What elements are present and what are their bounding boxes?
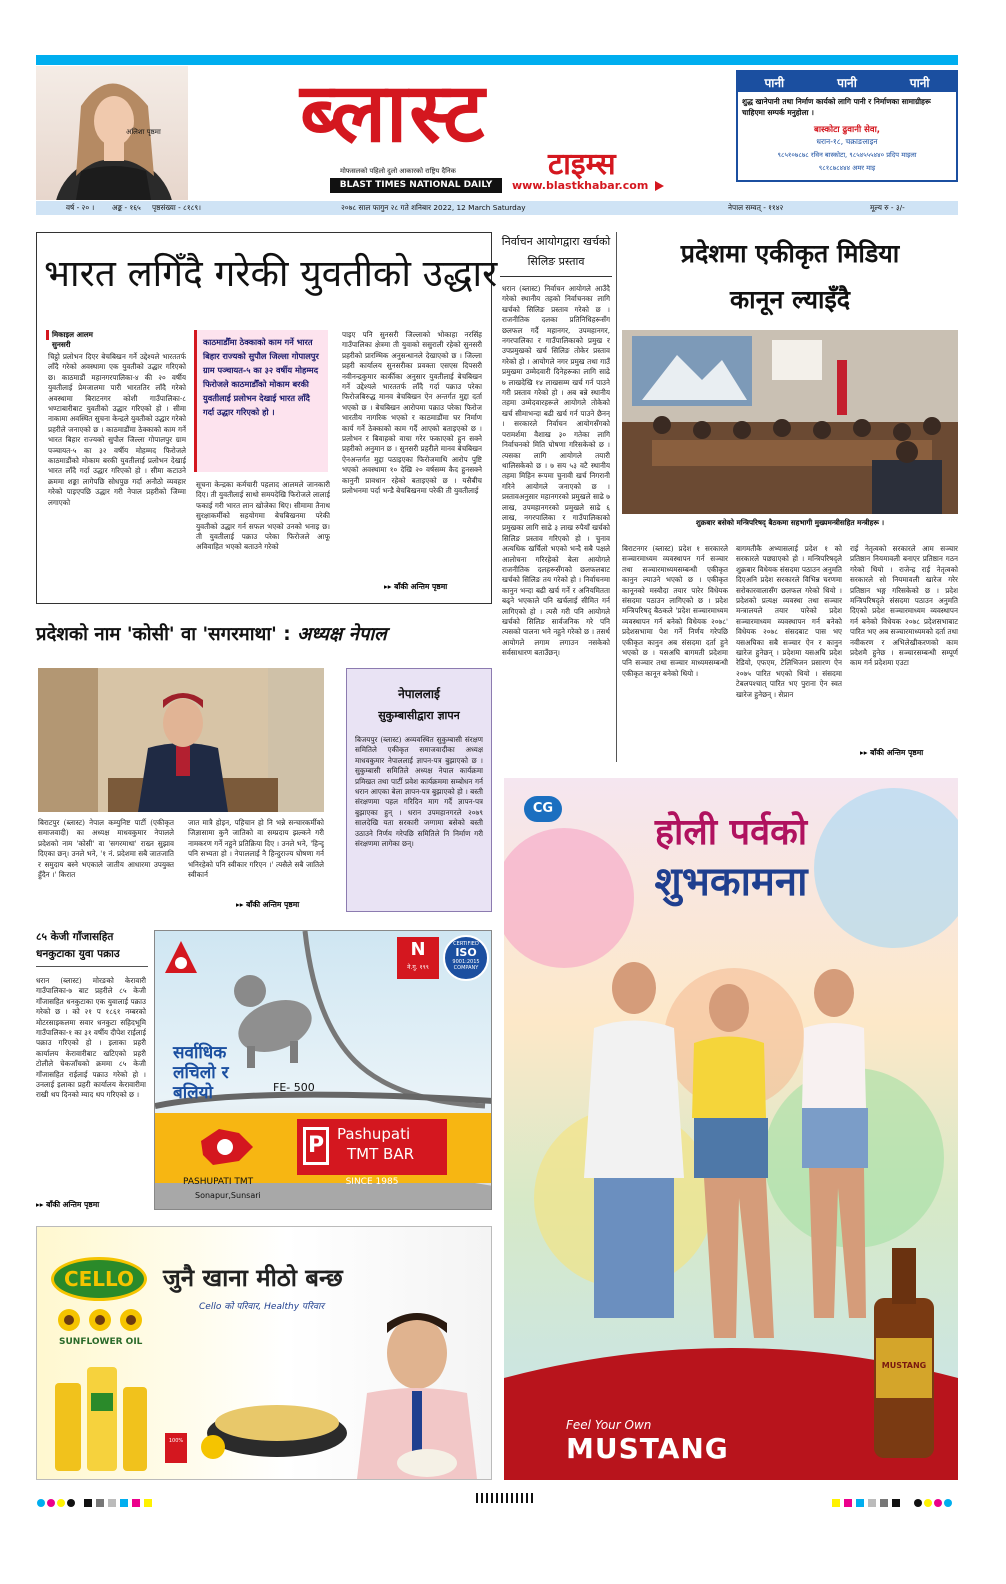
story3-col2: बागमतीकै अभ्यासलाई प्रदेश १ को सरकारले पछ्याएको हो । मन्त्रिपरिषद्ले शुक्रबार विधेयक संसदमा पठाउन अनुमति दिएअनि प्रदेश सरकारले विभिन्न चरणमा सरोकारवालासँग छलफल गरेको थियो । प्रदेशको प्रत्यक्ष व्यवस्था तथा सञ्चार मन्त्रालयले तयार पारेको प्रदेश सञ्चारमाध्यम व्यवस्थापन गर्न बनेको विधेयक २०७८ संसदबाट पास भए यसअघिका सबै सञ्चार ऐन र कानुन खारेज हुनेछन् । प्रदेशमा यसअघि प्रदेश रेडियो, एफएम, टेलिभिजन प्रसारण ऐन २०७५ पारित भएको थियो । संसदमा टेबलपश्चात् पारित भए पुराना ऐन स्वत खारेज हुनेछन् । सेप्रान [736,544,842,699]
story3-headline-2: कानून ल्याइँदै [729,285,851,314]
story1-pullquote-box [194,330,328,472]
water-ad-line1: शुद्ध खानेपानी तथा निर्माण कार्यको लागि पानी र निर्माणका सामाग्रीहरू चाहिएमा सम्पर्क मनुहोला । [742,97,931,117]
tmt-map-logo [199,1121,255,1173]
iso-badge [443,935,489,981]
ns-badge [397,937,439,979]
story1-col3: पाइए पनि सुनसरी जिल्लाको भोकाहा नरसिंह गाउँपालिका क्षेत्रमा ती युवाको ससुराली रहेको सुनसरी प्रहरीको प्रारम्भिक अनुसन्धानले देखाएको छ । जिल्ला प्रहरी कार्यालय सुनसरीका प्रवक्ता एसएस दिपसरी नवीनन्द्रकुमार कार्कीका अनुसार युवतीलाई बेचबिखन गर्ने उद्देश्यले भारततर्फ लाँदै गर्दा पक्राउ परेका फिरोजबिरुद्ध मानव बेचबिखन ऐन अन्तर्गत मुद्दा दर्ता भएको छ । बेचबिखन आरोपमा पक्राउ परेका फिरोज भारतीय नागरिक भएको र काठमाडौंमा घर निर्माण कार्य गर्ने ठेक्काको काम गर्दै आएको बताइएको छ । प्रलोभन र बिवाहको वाचा गरेर फकाएको हुन सक्ने प्रहरीको अनुमान छ । सुनसरी प्रहरीले मानव बेचबिखन ऐनअन्तर्गत मुद्दा पठाइएका फिरोजमाथि आरोप पुष्टि भएको अवस्थामा १० देखि २० वर्षसम्म कैद हुनसक्ने कानुनी प्रावधान रहेको बताइएको छ । यसैबीच प्रलोभनमा पर्दा भन्डै बेचबिखनमा परेकी ती युवतीलाई [342,330,482,496]
registration-marks-icon [830,1498,958,1508]
story4-headline-em: अध्यक्ष नेपाल [297,624,387,645]
registration-marks-icon [36,1498,176,1508]
dateline-price: मूल्य रु - ३/- [870,203,905,212]
story3-continued[interactable] [860,748,923,758]
meeting-photo-illustration [622,330,958,514]
iso-label: ISO [455,946,477,959]
nepal-map-icon [199,1121,255,1173]
double-chevron-icon: ▸▸ [36,1200,47,1209]
cello-logo [51,1257,147,1301]
story5-headline-2: सुकुम्बासीद्वारा ज्ञापन [378,709,460,722]
oil-bottles-illustration [51,1353,151,1475]
story1-pullquote: काठमाडौँमा ठेक्काको काम गर्ने भारत बिहार राज्यको सुपौल जिल्ला गोपालपुर ग्राम पञ्चायत-५ का ३२ वर्षीय मोहम्मद फिरोजले काठमाडौँको मोकाम बरकी युवतीलाई प्रलोभन देखाई भारत लाँदै गर्दा उद्धार गरिएको हो । [203,337,319,417]
story6-more-text: बाँकी अन्तिम पृष्ठमा [46,1200,100,1209]
website-text: www.blastkhabar.com [512,179,649,192]
logo-text: ब्लास्ट [300,66,487,161]
tmt-brand-line2: TMT BAR [347,1145,415,1163]
dateline-date: २०७८ साल फागुन २८ गते शनिबार 2022, 12 March Saturday [341,203,526,212]
water-ad-phone1: ९८५१०७८७८ रविन बास्कोटा, ९८५४५५५४४० प्रदिप माइला [777,151,917,159]
water-ad-header [738,72,956,92]
printer-marks-right [830,1493,958,1503]
holi-ad [504,778,958,1480]
tmt-company: PASHUPATI TMT [183,1177,254,1187]
dateline-issue: अङ्क - १६५ [112,203,141,212]
story4-col1: बिराटपुर (ब्लास्ट) नेपाल कम्युनिष्ट पार्टी (एकीकृत समाजवादी) का अध्यक्ष माधवकुमार नेपालले प्रदेशको नाम 'कोसी' वा 'सगरमाथा' राख्न सुझाव दिएका छन्। उनले भने, '१ नं. प्रदेशमा सबै जातजाति र समुदाय बस्ने भएकाले जातीय आधारमा उपयुक्त हुँदैन ।' किरात [38,818,174,880]
cello-recycle-icon [201,1435,225,1459]
story1-continued[interactable] [384,582,447,592]
story2-headline: निर्वाचन आयोगद्वारा खर्चको सिलिङ प्रस्ताव [500,232,612,277]
holi-tag1: Feel Your Own [566,1418,652,1432]
story3-headline-1: प्रदेशमा एकीकृत मिडिया [680,239,900,268]
printer-marks-center [476,1493,536,1503]
story5-box [346,668,492,912]
ns-mark-icon: N [410,939,426,960]
cello-headline: जुनै खाना मीठो बन्छ [163,1264,343,1292]
english-name: BLAST TIMES NATIONAL DAILY [339,180,493,190]
story2-body: धरान (ब्लास्ट) निर्वाचन आयोगले आउँदै गरेको स्थानीय तहको निर्वाचनका लागि खर्चको सिलिङ प्रस्ताव गरेको छ । राजनीतिक दलका प्रतिनिधिहरूसँग छलफल गर्दै महानगर, उपमहानगर, नगरपालिका र गाउँपालिकाको प्रमुख र उपप्रमुखको खर्च सिलिङ तोकेर प्रस्ताव गरेको हो । आयोगले नगर प्रमुख तथा गाउँ प्रमुखमा उम्मेदवारी दिनेहरूका लागि साढे ७ लाखदेखि १४ लाखसम्म खर्च गर्न पाउने गरी प्रस्ताव गरेको हो । अब बन्ने स्थानीय तहमा उम्मेदवारहरूले आयोगले तोकेको खर्च सीमाभन्दा बढी खर्च गर्न पाउने छैनन् । सरकारले निर्वाचन आयोगसँगको परामर्शमा वैशाख ३० गतेका लागि निर्वाचनको मिति घोषणा गरिसकेको छ । त्यसका लागि आयोगले तयारी थालिसकेको छ । ७ सय ५३ वटै स्थानीय तहमा मिहिन रूपमा चुनावी खर्च निगरानी गरिने आयोगले जनाएको छ । प्रस्तावअनुसार महानगरको प्रमुखले साढे ७ लाख, उपमहानगरको प्रमुखले साढे ६ लाख, नगरपालिका र गाउँपालिकाको प्रमुखका लागि साढे ३ लाख रुपैयाँ खर्चको सिलिङ प्रस्ताव गरिएको हो । चुनाव अत्यधिक खर्चिलो भएको भन्दै सबै पक्षले आलोचना गरिरहेको बेला आयोगले राजनीतिक दलहरूसँगको छलफलबाट खर्चको सिलिङ तय गरेको हो । निर्वाचनमा कानुन भन्दा बढी खर्च गर्ने र अनियमितता बढ्ने भएकाले पनि खर्चलाई सीमित गर्न लागिएको हो । त्यसै गरी पनि आयोगले खर्चको सिलिङ सार्वजनिक गरे पनि त्यसको पालना भने नहुने गरेको छ । तसर्थ आयोगले लगाम लगाउन नसकेको सर्वसाधारण बताउँछन्। [502,284,610,658]
water-word-2: पानी [837,75,857,90]
double-chevron-icon: ▸▸ [860,748,871,757]
story4-more-text: बाँकी अन्तिम पृष्ठमा [246,900,300,909]
dateline-nepal-samvat: नेपाल सम्वत् - ११४२ [728,203,784,212]
story6-headline-2: धनकुटाका युवा पक्राउ [36,948,120,960]
story6-continued[interactable] [36,1200,99,1210]
story6-body: धरान (ब्लास्ट) मोरङको केरावारी गाउँपालिका-७ बाट प्रहरीले ८५ केजी गाँजासहित धनकुटाका एक युवालाई पक्राउ गरेको छ । को २१ प १८६१ नम्बरको मोटरसाइकलमा सवार धनकुटा सहिदभूमि गाउँपालिका-१ का ३१ वर्षीय दीपेश राईलाई पक्राउ गरिएको हो । इलाका प्रहरी कार्यालय केरावारीबाट खटिएको प्रहरी टोलीले चेकजाँचको क्रममा ८५ केजी गाँजासहित राईलाई पक्राउ गरेको हो । उनलाई इलाका प्रहरी कार्यालय केरावारीमा राखी थप दिनको म्याद थप गरिएको छ । [36,976,146,1100]
holi-line2: शुभकामना [654,859,808,905]
story3-more-text: बाँकी अन्तिम पृष्ठमा [870,748,924,757]
byline-name: मिकाइल आलम [46,330,136,340]
cello-badge-text: 100% [168,1438,184,1444]
printer-marks-left [36,1493,176,1503]
iso-sub: 9001:2015 [452,959,480,965]
story1-byline [46,330,136,350]
story1-col1: चिट्ठो प्रलोभन दिएर बेचबिखन गर्ने उद्देश्यले भारततर्फ लाँदै गरेको अवस्थामा एक युवतीको उद्धार गरिएको छ। काठमाडौं महानगरपालिका-४ की २० वर्षीय युवतीलाई प्रेमजालमा पारी भारततिर लाँदै गरेको अवस्थामा बिराटनगर कोशी गाउँपालिका-८ भण्टाबारीबाट युवतीको उद्धार गरिएको हो । सीमा नाकामा अवस्थित सुचना केन्द्रले युवतीको उद्धार गरेको प्रहरीले जनाएको छ । काठमाडौंमा ठेक्काको काम गर्ने भारत बिहार राज्यको सुपौल जिल्ला गोपालपुर ग्राम पञ्चायत-५ का ३२ वर्षीय मोहम्मद फिरोजले काठमाडौंको मोकाम बरकी युवतीलाई प्रलोभन देखाई भारत लाँदै गर्दा उद्धार गरिएको हो । सीमा कटाउने क्रममा शङ्का लागेपछि सोधपुछ गर्दा अनौठो व्यवहार गरेको पाइएपछि उद्धार गरी नेपाल प्रहरीको जिम्मा लगाएको [48,352,186,507]
cello-logo-text: CELLO [63,1267,135,1291]
double-chevron-icon: ▸▸ [236,900,247,909]
cello-sub: Cello को परिवार, Healthy परिवार [199,1302,325,1312]
story1-col2-bottom: सूचना केन्द्रका कर्मचारी पहलाद आलमले जानकारी दिए। ती युवतीलाई साथो समयदेखि फिरोजले लालाई फकाई गरी भारत लान खोजेका थिए। सीमामा तैनाथ सुरक्षाकर्मीको सहयोगमा बेचबिखनमा परेकी युवतीको उद्धार गर्न सफल भएको उनको भनाइ छ। ती युवतीलाई पक्राउ परेका फिरोजले आफू अविवाहित भएको बताउने गरेको [196,480,330,552]
tmt-since: SINCE 1985 [345,1177,399,1187]
water-ad [736,70,958,182]
double-chevron-icon: ▸▸ [384,582,395,591]
photo-caption: अलिशा पृष्ठमा [126,128,161,136]
story1-more-text: बाँकी अन्तिम पृष्ठमा [394,582,448,591]
english-name-bar [330,178,502,193]
water-ad-address: धरान-१८, चक्राङलाइन [816,137,878,146]
tmt-logo-mark [161,937,201,977]
tmt-slogan [173,1043,229,1103]
story4-headline [36,620,492,650]
tmt-model: FE- 500 [273,1081,315,1094]
water-word-1: पानी [764,75,785,90]
tmt-brand-line1: Pashupati [337,1125,411,1143]
water-word-3: पानी [909,75,930,90]
logo-tagline: मोफसलको पहिलो दुलो आकारको राष्ट्रिय दैनिक [340,167,456,175]
holi-tag2: MUSTANG [566,1432,729,1465]
story2-rule [616,232,617,762]
sunflower-icon [55,1307,145,1333]
story5-headline-1: नेपाललाई [398,687,440,701]
bottle-label: MUSTANG [881,1361,927,1370]
story3-col1: बिराटनगर (ब्लास्ट) प्रदेश १ सरकारले सञ्चारमाध्यम व्यवस्थापन गर्न सञ्चार तथा सञ्चारमाध्यमसम्बन्धी एकीकृत कानुन ल्याउने भएको छ । एकीकृत कानूनको मस्यौदा तयार पारेर विधेयक संसदमा पठाउन लागिएको छ । प्रदेश मन्त्रिपरिषद् बैठकले 'प्रदेश सञ्चारमाध्यम व्यवस्थापन गर्न बनेको विधेयक २०७८' प्रदेशसभामा पेश गर्ने निर्णय गरेपछि एकीकृत कानुन अब संसदमा दर्ता हुने भएको छ । यसअघि बागमती प्रदेशमा पनि सञ्चार तथा सञ्चार माध्यमसम्बन्धी एकीकृत कानून बनेको थियो । [622,544,728,678]
pashupati-logo-icon [161,937,201,977]
story3-photo [622,330,958,514]
boy-noodles-illustration [197,1313,487,1479]
story5-body: बिजयपुर (ब्लास्ट) अव्यवस्थित सुकुम्बासी संरक्षण समितिले एकीकृत समाजवादीका अध्यक्ष माधवकुमार नेपाललाई ज्ञापन-पत्र बुझाएको छ । सुकुम्बासी समितिले अध्यक्ष नेपाल कार्यक्रमा प्रमिखत तथा पार्टी प्रवेश कार्यक्रममा सम्बोधन गर्न धरान आएका बेला ज्ञापन-पत्र बुझाएको हो । बस्ती संरक्षणमा पहल गरिदिन माग गर्दै ज्ञापन-पत्र बुझाएका हुन् । धरान उपमहानगरले २०७९ सालदेखि यता सरकारी जग्गामा बसेको बस्ती उठाउने निर्णय गरेपछि समितिले नि निर्माण गरी संरक्षणमा लागेका छन्। [355,735,483,849]
water-ad-phone2: ९८१८७८४४४ अमर माइ [818,164,876,172]
story3-col3: राई नेतृत्वको सरकारले आम सञ्चार प्रतिष्ठान नियमावली बनाएर प्रतिष्ठान गठन गरेको थियो । राजेन्द्र राई नेतृत्वको सरकारले सो नियमावली खारेज गरेर प्रतिष्ठान भङ्ग गरिसकेको छ । प्रदेश मन्त्रिपरिषद्ले संसदमा पठाउन अनुमति दिएको प्रदेश सञ्चारमाध्यम व्यवस्थापन गर्न बनेको विधेयक २०७८ प्रदेशसभाबाट पारित भए अब सञ्चारमाध्यमको दर्ता तथा नवीकरण र अभिलेखीकरणको काम प्रदेशमै हुनेछ । सञ्चारसम्बन्धी सम्पूर्ण काम गर्न प्रदेशमा एउटा [850,544,958,668]
slogan-line-1: सर्वाधिक [173,1043,227,1063]
dateline-pages: पृष्ठसंख्या - ८१८९। [152,203,201,212]
cello-badge [165,1433,187,1463]
pashupati-p-icon: P [303,1127,329,1165]
tmt-ad [154,930,492,1210]
story6-rule [36,966,148,967]
water-ad-name: बास्कोटा ढुवानी सेवा, [813,125,881,135]
woman-photo-illustration [36,66,188,200]
iso-certified: CERTIFIED [453,941,479,947]
holi-line1: होली पर्वको [654,812,808,853]
cello-ad [36,1226,492,1480]
dateline-volume: वर्ष - २० । [66,203,95,212]
website-link[interactable] [512,178,664,193]
story1-headline: भारत लगिँदै गरेकी युवतीको उद्धार [44,252,498,295]
masthead-photo [36,66,188,200]
byline-place: सुनसरी [52,340,71,349]
cello-product: SUNFLOWER OIL [59,1337,143,1347]
ns-label: ने.गु. १९९ [407,964,429,971]
story4-continued[interactable] [236,900,299,910]
tmt-location: Sonapur,Sunsari [195,1191,261,1200]
slogan-line-2: लचिलो र [173,1063,229,1083]
cg-logo-text: CG [532,801,554,816]
slogan-line-3: बलियो [173,1083,213,1103]
logo-brand-suffix: टाइम्स [548,147,616,182]
arrow-right-icon [655,181,664,191]
story3-photo-caption: शुक्रबार बसेको मन्त्रिपरिषद् बैठकमा सहभागी मुख्यमन्त्रीसहित मन्त्रीहरू । [695,518,885,527]
tmt-brand-box [297,1119,447,1175]
story4-headline-main: प्रदेशको नाम 'कोसी' वा 'सगरमाथा' : [36,624,291,645]
story6-headline-1: ८५ केजी गाँजासहित [36,931,114,943]
leader-photo-illustration [38,668,324,812]
dateline-strip [36,201,958,215]
logo-area [300,62,706,180]
iso-company: COMPANY [453,965,479,971]
story4-photo [38,668,324,812]
story4-col2: जात मात्रै होइन, पहिचान हो नि भन्ने सन्चारकर्मीको जिज्ञासामा कुनै जातिको वा सम्प्रदाय झल्कने गरी नामकरण गर्ने नहुने प्रतिक्रिया दिए । उनले भने, 'हिन्दू पनि सभ्यता हो । नेपाललाई नै हिन्दुराज्य घोषणा गर्न भनिरहेको पनि स्वीकार गरिएन ।' त्यसैले सबै जातिले स्वीकार्न [188,818,324,880]
